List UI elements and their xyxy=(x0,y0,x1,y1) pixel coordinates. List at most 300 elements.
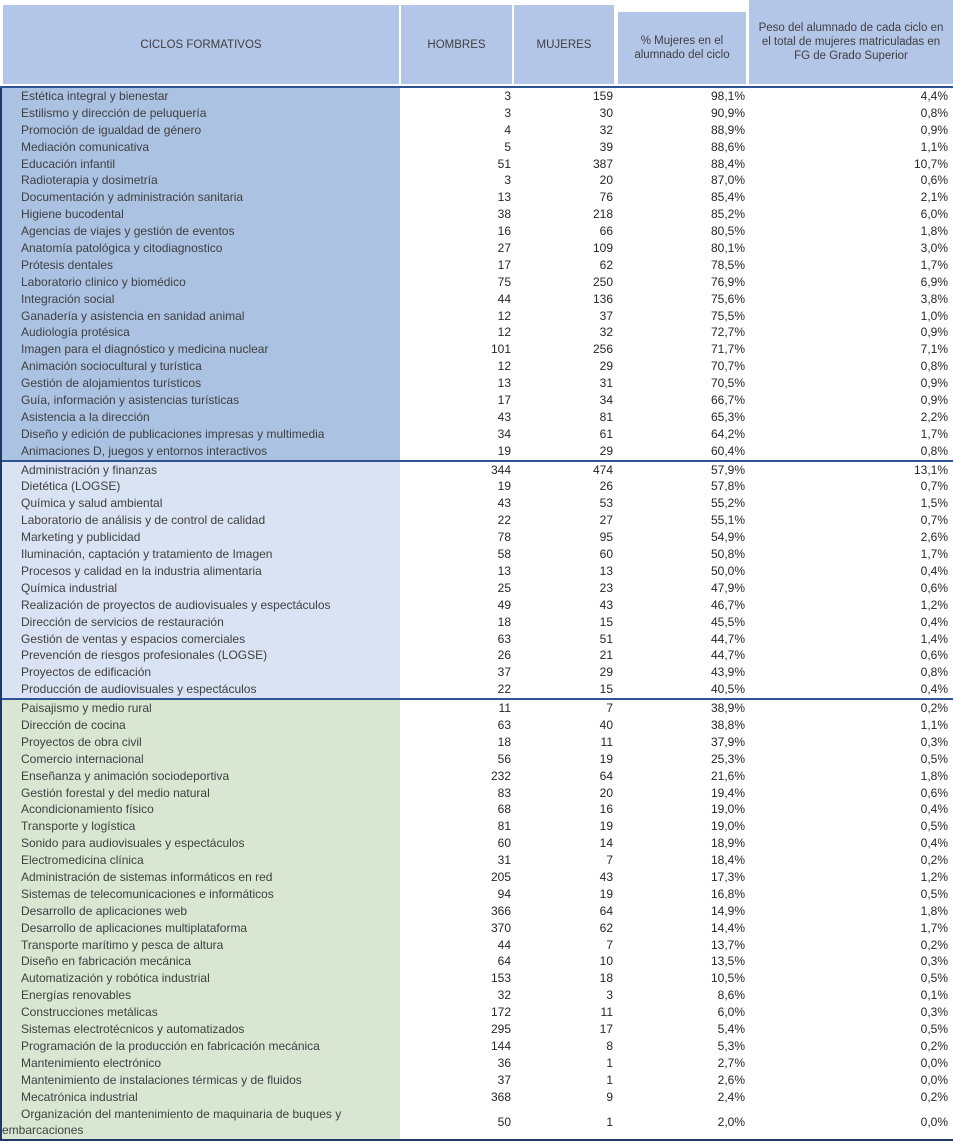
cell-ciclo: Diseño en fabricación mecánica xyxy=(2,953,400,970)
cell-peso: 0,2% xyxy=(920,701,948,716)
cell-ciclo: Gestión de ventas y espacios comerciales xyxy=(2,631,400,648)
cell-peso: 0,7% xyxy=(920,479,948,494)
cell-ciclo: Realización de proyectos de audiovisuales y espectáculos xyxy=(2,597,400,614)
section-mayoria-hombres xyxy=(2,698,953,1139)
header-pct-mujeres: % Mujeres en el alumnado del ciclo xyxy=(618,12,746,84)
cell-hombres: 5 xyxy=(504,139,511,154)
cell-ciclo: Energías renovables xyxy=(2,987,400,1004)
cell-peso: 0,4% xyxy=(920,563,948,578)
cell-ciclo: Transporte marítimo y pesca de altura xyxy=(2,937,400,954)
cell-peso: 0,6% xyxy=(920,580,948,595)
cell-pct-mujeres: 47,9% xyxy=(710,580,745,595)
cell-pct-mujeres: 14,9% xyxy=(710,903,745,918)
cell-hombres: 11 xyxy=(498,701,511,716)
table-row xyxy=(2,664,953,681)
cell-mujeres: 10 xyxy=(599,954,613,969)
table-row xyxy=(2,920,953,937)
cell-hombres: 19 xyxy=(497,479,511,494)
cell-mujeres: 136 xyxy=(592,291,613,306)
cell-peso: 0,6% xyxy=(920,785,948,800)
cell-hombres: 25 xyxy=(497,580,511,595)
table-row xyxy=(2,563,953,580)
cell-pct-mujeres: 57,8% xyxy=(710,479,745,494)
cell-ciclo: Iluminación, captación y tratamiento de Imagen xyxy=(2,546,400,563)
cell-hombres: 16 xyxy=(497,224,511,239)
cell-ciclo: Acondicionamiento físico xyxy=(2,801,400,818)
cell-ciclo: Estilismo y dirección de peluquería xyxy=(2,105,400,122)
table-row xyxy=(2,903,953,920)
table-row xyxy=(2,240,953,257)
cell-hombres: 12 xyxy=(497,308,511,323)
cell-peso: 0,4% xyxy=(920,836,948,851)
cell-pct-mujeres: 60,4% xyxy=(710,443,745,458)
cell-hombres: 368 xyxy=(490,1089,511,1104)
cell-pct-mujeres: 85,4% xyxy=(710,190,745,205)
cell-pct-mujeres: 50,0% xyxy=(710,563,745,578)
cell-hombres: 36 xyxy=(497,1055,511,1070)
cell-ciclo: Mantenimiento de instalaciones térmicas y de fluidos xyxy=(2,1072,400,1089)
table-row xyxy=(2,105,953,122)
cell-pct-mujeres: 2,6% xyxy=(717,1072,745,1087)
cell-pct-mujeres: 80,1% xyxy=(710,241,745,256)
cell-mujeres: 256 xyxy=(592,342,613,357)
cell-ciclo: Sonido para audiovisuales y espectáculos xyxy=(2,835,400,852)
cell-peso: 7,1% xyxy=(920,342,948,357)
table-row xyxy=(2,886,953,903)
cell-peso: 0,9% xyxy=(920,376,948,391)
cell-ciclo: Administración y finanzas xyxy=(2,462,400,479)
cell-pct-mujeres: 88,6% xyxy=(710,139,745,154)
cell-hombres: 18 xyxy=(497,734,511,749)
cell-ciclo: Agencias de viajes y gestión de eventos xyxy=(2,223,400,240)
cell-peso: 0,2% xyxy=(920,853,948,868)
cell-pct-mujeres: 72,7% xyxy=(710,325,745,340)
cell-pct-mujeres: 38,9% xyxy=(710,701,745,716)
cell-peso: 0,5% xyxy=(920,886,948,901)
cell-hombres: 12 xyxy=(497,359,511,374)
cell-mujeres: 64 xyxy=(599,903,613,918)
cell-mujeres: 218 xyxy=(592,207,613,222)
cell-mujeres: 21 xyxy=(599,648,613,663)
cell-pct-mujeres: 44,7% xyxy=(710,631,745,646)
table-row xyxy=(2,88,953,105)
cell-peso: 0,9% xyxy=(920,393,948,408)
cell-mujeres: 1 xyxy=(606,1072,613,1087)
cell-hombres: 58 xyxy=(497,547,511,562)
cell-pct-mujeres: 54,9% xyxy=(710,530,745,545)
cell-mujeres: 8 xyxy=(606,1038,613,1053)
cell-ciclo: Marketing y publicidad xyxy=(2,529,400,546)
cell-ciclo: Paisajismo y medio rural xyxy=(2,700,400,717)
cell-hombres: 31 xyxy=(497,853,511,868)
table-row xyxy=(2,324,953,341)
cell-mujeres: 387 xyxy=(592,156,613,171)
table-row xyxy=(2,700,953,717)
cell-pct-mujeres: 44,7% xyxy=(710,648,745,663)
cell-mujeres: 40 xyxy=(599,717,613,732)
cell-mujeres: 20 xyxy=(599,785,613,800)
table-row xyxy=(2,717,953,734)
cell-hombres: 81 xyxy=(497,819,511,834)
table-row xyxy=(2,341,953,358)
cell-pct-mujeres: 87,0% xyxy=(710,173,745,188)
section-mayoria-mujeres xyxy=(2,88,953,460)
cell-ciclo: Promoción de igualdad de género xyxy=(2,122,400,139)
cell-mujeres: 159 xyxy=(592,89,613,103)
cell-pct-mujeres: 5,3% xyxy=(717,1038,745,1053)
cell-mujeres: 37 xyxy=(599,308,613,323)
cell-mujeres: 18 xyxy=(599,971,613,986)
cell-pct-mujeres: 5,4% xyxy=(717,1021,745,1036)
cell-hombres: 32 xyxy=(497,988,511,1003)
cell-ciclo: Dirección de servicios de restauración xyxy=(2,614,400,631)
cell-pct-mujeres: 70,5% xyxy=(710,376,745,391)
cell-mujeres: 64 xyxy=(599,768,613,783)
cell-ciclo: Sistemas electrotécnicos y automatizados xyxy=(2,1021,400,1038)
table-row xyxy=(2,392,953,409)
cell-pct-mujeres: 85,2% xyxy=(710,207,745,222)
table-row xyxy=(2,122,953,139)
table-row xyxy=(2,478,953,495)
cell-mujeres: 61 xyxy=(599,426,613,441)
cell-peso: 1,2% xyxy=(920,597,948,612)
cell-ciclo: Higiene bucodental xyxy=(2,206,400,223)
table-row xyxy=(2,937,953,954)
cell-pct-mujeres: 71,7% xyxy=(710,342,745,357)
cell-ciclo: Educación infantil xyxy=(2,156,400,173)
table-row xyxy=(2,1055,953,1072)
table-row xyxy=(2,139,953,156)
cell-pct-mujeres: 17,3% xyxy=(710,869,745,884)
cell-ciclo: Organización del mantenimiento de maquinaria de buques y embarcaciones xyxy=(2,1105,400,1139)
cell-ciclo: Automatización y robótica industrial xyxy=(2,970,400,987)
table-row xyxy=(2,681,953,698)
cell-mujeres: 1 xyxy=(606,1055,613,1070)
cell-peso: 0,5% xyxy=(920,751,948,766)
header-peso-alumnado: Peso del alumnado de cada ciclo en el total de mujeres matriculadas en FG de Grado Superior xyxy=(749,0,953,84)
cell-ciclo: Audiología protésica xyxy=(2,324,400,341)
cell-mujeres: 31 xyxy=(599,376,613,391)
cell-ciclo: Laboratorio de análisis y de control de calidad xyxy=(2,512,400,529)
cell-mujeres: 250 xyxy=(592,274,613,289)
cell-peso: 0,3% xyxy=(920,734,948,749)
cell-ciclo: Sistemas de telecomunicaciones e informáticos xyxy=(2,886,400,903)
cell-peso: 1,5% xyxy=(920,496,948,511)
cell-hombres: 13 xyxy=(497,376,511,391)
table-row xyxy=(2,546,953,563)
cell-mujeres: 51 xyxy=(599,631,613,646)
cell-pct-mujeres: 19,0% xyxy=(710,802,745,817)
cell-ciclo: Documentación y administración sanitaria xyxy=(2,189,400,206)
table-row xyxy=(2,970,953,987)
cell-pct-mujeres: 88,9% xyxy=(710,122,745,137)
cell-hombres: 83 xyxy=(497,785,511,800)
cell-ciclo: Imagen para el diagnóstico y medicina nuclear xyxy=(2,341,400,358)
table-body xyxy=(0,88,953,1141)
cell-hombres: 68 xyxy=(497,802,511,817)
cell-hombres: 13 xyxy=(497,563,511,578)
cell-ciclo: Gestión de alojamientos turísticos xyxy=(2,375,400,392)
table-row xyxy=(2,751,953,768)
cell-mujeres: 81 xyxy=(599,409,613,424)
cell-mujeres: 7 xyxy=(606,701,613,716)
cell-pct-mujeres: 18,9% xyxy=(710,836,745,851)
cell-pct-mujeres: 80,5% xyxy=(710,224,745,239)
cell-hombres: 60 xyxy=(497,836,511,851)
table-row xyxy=(2,801,953,818)
cell-mujeres: 39 xyxy=(599,139,613,154)
cell-mujeres: 32 xyxy=(599,122,613,137)
cell-pct-mujeres: 64,2% xyxy=(710,426,745,441)
cell-pct-mujeres: 6,0% xyxy=(717,1005,745,1020)
cell-ciclo: Animaciones D, juegos y entornos interactivos xyxy=(2,443,400,460)
cell-pct-mujeres: 46,7% xyxy=(710,597,745,612)
cell-mujeres: 95 xyxy=(599,530,613,545)
cell-peso: 1,0% xyxy=(920,308,948,323)
cell-hombres: 51 xyxy=(497,156,511,171)
cell-pct-mujeres: 90,9% xyxy=(710,105,745,120)
header-ciclos-formativos: CICLOS FORMATIVOS xyxy=(3,5,399,84)
cell-peso: 4,4% xyxy=(920,89,948,103)
cell-hombres: 3 xyxy=(504,173,511,188)
cell-peso: 0,3% xyxy=(920,954,948,969)
cell-hombres: 344 xyxy=(490,462,511,477)
cell-peso: 10,7% xyxy=(913,156,948,171)
cell-ciclo: Construcciones metálicas xyxy=(2,1004,400,1021)
cell-hombres: 27 xyxy=(497,241,511,256)
cell-hombres: 34 xyxy=(497,426,511,441)
cell-hombres: 50 xyxy=(497,1114,511,1129)
table-row xyxy=(2,580,953,597)
cell-hombres: 26 xyxy=(497,648,511,663)
cell-mujeres: 66 xyxy=(599,224,613,239)
cell-hombres: 49 xyxy=(497,597,511,612)
cell-peso: 1,4% xyxy=(920,631,948,646)
cell-mujeres: 34 xyxy=(599,393,613,408)
cell-mujeres: 7 xyxy=(606,937,613,952)
section-equilibrado xyxy=(2,460,953,698)
cell-peso: 0,0% xyxy=(920,1072,948,1087)
cell-pct-mujeres: 66,7% xyxy=(710,393,745,408)
cell-ciclo: Mediación comunicativa xyxy=(2,139,400,156)
table-row xyxy=(2,852,953,869)
cell-ciclo: Dirección de cocina xyxy=(2,717,400,734)
cell-ciclo: Animación sociocultural y turística xyxy=(2,358,400,375)
table-row xyxy=(2,987,953,1004)
cell-mujeres: 11 xyxy=(600,734,613,749)
cell-peso: 1,7% xyxy=(920,547,948,562)
cell-ciclo: Enseñanza y animación sociodeportiva xyxy=(2,768,400,785)
cell-mujeres: 13 xyxy=(599,563,613,578)
cell-peso: 0,9% xyxy=(920,122,948,137)
cell-peso: 1,8% xyxy=(920,224,948,239)
cell-ciclo: Integración social xyxy=(2,291,400,308)
cell-mujeres: 30 xyxy=(599,105,613,120)
cell-pct-mujeres: 98,1% xyxy=(710,89,745,103)
table-row xyxy=(2,172,953,189)
cell-hombres: 232 xyxy=(490,768,511,783)
cell-ciclo: Gestión forestal y del medio natural xyxy=(2,785,400,802)
cell-hombres: 366 xyxy=(490,903,511,918)
cell-mujeres: 9 xyxy=(606,1089,613,1104)
cell-hombres: 64 xyxy=(497,954,511,969)
table-row xyxy=(2,495,953,512)
table-row xyxy=(2,375,953,392)
cell-hombres: 37 xyxy=(497,1072,511,1087)
cell-mujeres: 29 xyxy=(599,443,613,458)
table-row xyxy=(2,953,953,970)
cell-hombres: 205 xyxy=(490,869,511,884)
cell-hombres: 44 xyxy=(497,937,511,952)
cell-pct-mujeres: 13,7% xyxy=(710,937,745,952)
cell-peso: 0,9% xyxy=(920,325,948,340)
table-row xyxy=(2,835,953,852)
table-row xyxy=(2,1038,953,1055)
cell-hombres: 295 xyxy=(490,1021,511,1036)
table-header xyxy=(0,0,953,84)
cell-hombres: 78 xyxy=(497,530,511,545)
cell-ciclo: Electromedicina clínica xyxy=(2,852,400,869)
cell-mujeres: 15 xyxy=(599,614,613,629)
cell-peso: 2,2% xyxy=(920,409,948,424)
cell-ciclo: Química industrial xyxy=(2,580,400,597)
cell-hombres: 101 xyxy=(490,342,511,357)
table-row xyxy=(2,785,953,802)
cell-peso: 2,6% xyxy=(920,530,948,545)
cell-ciclo: Mantenimiento electrónico xyxy=(2,1055,400,1072)
cell-ciclo: Prevención de riesgos profesionales (LOGSE) xyxy=(2,647,400,664)
cell-peso: 0,0% xyxy=(920,1114,948,1129)
cell-pct-mujeres: 37,9% xyxy=(710,734,745,749)
cell-peso: 0,2% xyxy=(920,937,948,952)
cell-hombres: 94 xyxy=(497,886,511,901)
cell-ciclo: Asistencia a la dirección xyxy=(2,409,400,426)
cell-ciclo: Ganadería y asistencia en sanidad animal xyxy=(2,308,400,325)
cell-pct-mujeres: 2,4% xyxy=(717,1089,745,1104)
table-row xyxy=(2,647,953,664)
cell-pct-mujeres: 8,6% xyxy=(717,988,745,1003)
cell-hombres: 153 xyxy=(490,971,511,986)
cell-mujeres: 19 xyxy=(599,819,613,834)
cell-ciclo: Guía, información y asistencias turísticas xyxy=(2,392,400,409)
cell-mujeres: 474 xyxy=(592,462,613,477)
cell-mujeres: 1 xyxy=(606,1114,613,1129)
table-row xyxy=(2,291,953,308)
cell-peso: 1,8% xyxy=(920,768,948,783)
cell-peso: 0,8% xyxy=(920,443,948,458)
cell-hombres: 19 xyxy=(497,443,511,458)
cell-mujeres: 29 xyxy=(599,665,613,680)
cell-pct-mujeres: 38,8% xyxy=(710,717,745,732)
cell-mujeres: 60 xyxy=(599,547,613,562)
cell-mujeres: 62 xyxy=(599,257,613,272)
cell-pct-mujeres: 16,8% xyxy=(710,886,745,901)
cell-ciclo: Proyectos de edificación xyxy=(2,664,400,681)
cell-pct-mujeres: 45,5% xyxy=(710,614,745,629)
cell-peso: 1,1% xyxy=(920,139,948,154)
table-row xyxy=(2,443,953,460)
cell-peso: 13,1% xyxy=(913,462,948,477)
cell-mujeres: 3 xyxy=(606,988,613,1003)
cell-ciclo: Anatomía patológica y citodiagnostico xyxy=(2,240,400,257)
cell-hombres: 44 xyxy=(497,291,511,306)
table-row xyxy=(2,614,953,631)
table-row xyxy=(2,818,953,835)
cell-peso: 3,0% xyxy=(920,241,948,256)
cell-pct-mujeres: 2,0% xyxy=(717,1114,745,1129)
cell-pct-mujeres: 19,0% xyxy=(710,819,745,834)
header-mujeres: MUJERES xyxy=(514,5,614,84)
table-row xyxy=(2,409,953,426)
table-row xyxy=(2,869,953,886)
cell-mujeres: 16 xyxy=(599,802,613,817)
cell-pct-mujeres: 57,9% xyxy=(710,462,745,477)
table-row xyxy=(2,734,953,751)
cell-pct-mujeres: 10,5% xyxy=(710,971,745,986)
cell-pct-mujeres: 18,4% xyxy=(710,853,745,868)
cell-peso: 0,4% xyxy=(920,802,948,817)
cell-hombres: 18 xyxy=(497,614,511,629)
cell-peso: 0,1% xyxy=(920,988,948,1003)
cell-pct-mujeres: 78,5% xyxy=(710,257,745,272)
cell-mujeres: 32 xyxy=(599,325,613,340)
cell-peso: 0,4% xyxy=(920,682,948,697)
cell-ciclo: Desarrollo de aplicaciones web xyxy=(2,903,400,920)
cell-pct-mujeres: 88,4% xyxy=(710,156,745,171)
cell-peso: 2,1% xyxy=(920,190,948,205)
table-row xyxy=(2,1021,953,1038)
table-row xyxy=(2,529,953,546)
cell-hombres: 38 xyxy=(497,207,511,222)
cell-mujeres: 11 xyxy=(600,1005,613,1020)
cell-hombres: 172 xyxy=(490,1005,511,1020)
table-row xyxy=(2,597,953,614)
cell-peso: 0,6% xyxy=(920,173,948,188)
cell-peso: 0,5% xyxy=(920,1021,948,1036)
cell-pct-mujeres: 13,5% xyxy=(710,954,745,969)
cell-ciclo: Producción de audiovisuales y espectáculos xyxy=(2,681,400,698)
cell-hombres: 56 xyxy=(497,751,511,766)
cell-pct-mujeres: 2,7% xyxy=(717,1055,745,1070)
cell-hombres: 63 xyxy=(497,717,511,732)
cell-hombres: 43 xyxy=(497,496,511,511)
cell-hombres: 12 xyxy=(497,325,511,340)
cell-ciclo: Estética integral y bienestar xyxy=(2,88,400,105)
cell-pct-mujeres: 70,7% xyxy=(710,359,745,374)
cell-peso: 1,7% xyxy=(920,426,948,441)
cell-peso: 1,8% xyxy=(920,903,948,918)
cell-peso: 0,5% xyxy=(920,819,948,834)
cell-peso: 1,1% xyxy=(920,717,948,732)
cell-peso: 0,5% xyxy=(920,971,948,986)
cell-peso: 1,7% xyxy=(920,920,948,935)
cell-hombres: 17 xyxy=(497,257,511,272)
cell-pct-mujeres: 55,1% xyxy=(710,513,745,528)
table-row xyxy=(2,206,953,223)
table-row xyxy=(2,223,953,240)
table-row xyxy=(2,631,953,648)
cell-pct-mujeres: 14,4% xyxy=(710,920,745,935)
cell-ciclo: Mecatrónica industrial xyxy=(2,1089,400,1106)
cell-mujeres: 19 xyxy=(599,886,613,901)
cell-mujeres: 20 xyxy=(599,173,613,188)
table-row xyxy=(2,274,953,291)
cell-hombres: 144 xyxy=(490,1038,511,1053)
table-row xyxy=(2,426,953,443)
cell-pct-mujeres: 40,5% xyxy=(710,682,745,697)
cell-mujeres: 19 xyxy=(599,751,613,766)
cell-peso: 1,2% xyxy=(920,869,948,884)
